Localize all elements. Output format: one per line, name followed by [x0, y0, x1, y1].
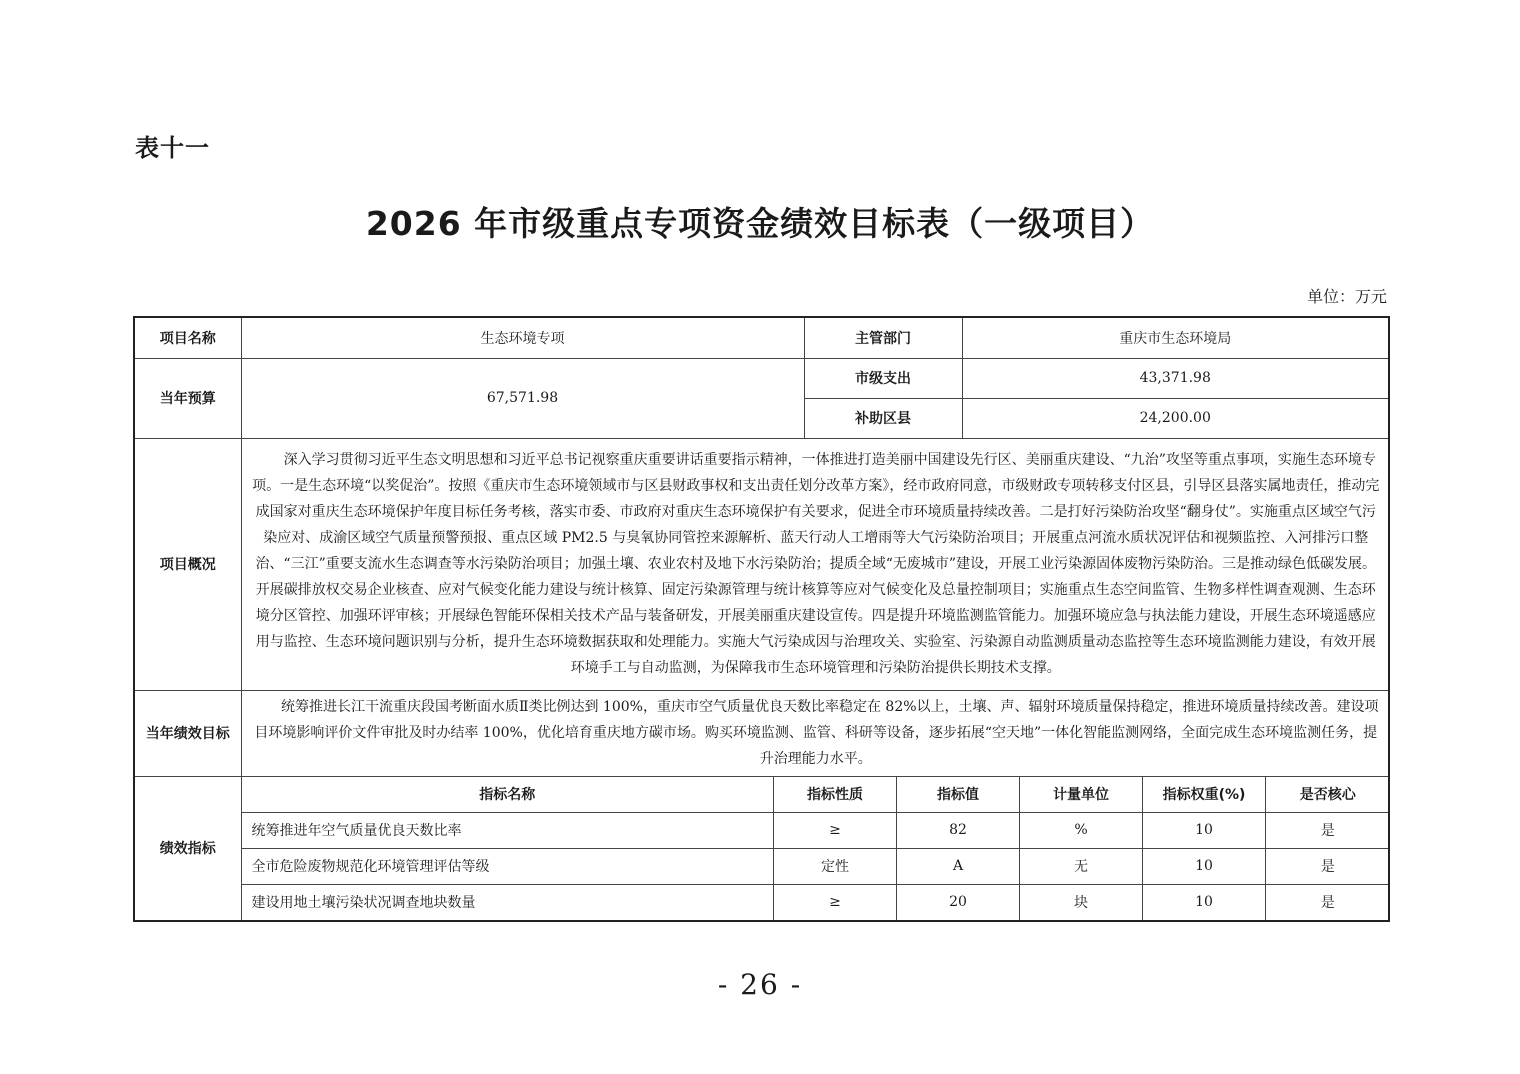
- department-value: 重庆市生态环境局: [962, 317, 1389, 358]
- indicator-name: 全市危险废物规范化环境管理评估等级: [242, 848, 774, 884]
- header-indicator-name: 指标名称: [242, 777, 774, 813]
- indicator-is-core: 是: [1266, 884, 1390, 920]
- budget-label: 当年预算: [134, 358, 241, 438]
- indicator-name: 统筹推进年空气质量优良天数比率: [242, 812, 774, 848]
- indicator-unit: 无: [1020, 848, 1143, 884]
- goal-row: [134, 690, 1389, 776]
- performance-target-table: [133, 316, 1390, 922]
- indicator-weight: 10: [1143, 812, 1266, 848]
- indicators-table: [242, 777, 1390, 920]
- indicator-unit: %: [1020, 812, 1143, 848]
- department-label: 主管部门: [804, 317, 962, 358]
- header-weight: 指标权重(%): [1143, 777, 1266, 813]
- indicator-nature: ≥: [774, 884, 897, 920]
- overview-label: 项目概况: [134, 438, 241, 690]
- county-subsidy-label: 补助区县: [804, 398, 962, 438]
- project-name-row: [134, 317, 1389, 358]
- indicator-weight: 10: [1143, 848, 1266, 884]
- overview-text: 深入学习贯彻习近平生态文明思想和习近平总书记视察重庆重要讲话重要指示精神，一体推进打造美丽中国建设先行区、美丽重庆建设、“九治”攻坚等重点事项，实施生态环境专项。一是生态环境“以奖促治”。按照《重庆市生态环境领域市与区县财政事权和支出责任划分改革方案》，经市政府同意，市级财政专项转移支付区县，引导区县落实属地责任，推动完成国家对重庆生态环境保护年度目标任务考核，落实市委、市政府对重庆生态环境保护有关要求，促进全市环境质量持续改善。二是打好污染防治攻坚“翻身仗”。实施重点区域空气污染应对、成渝区域空气质量预警预报、重点区域 PM2.5 与臭氧协同管控来源解析、蓝天行动人工增雨等大气污染防治项目；开展重点河流水质状况评估和视频监控、入河排污口整治、“三江”重要支流水生态调查等水污染防治项目；加强土壤、农业农村及地下水污染防治；提质全域“无废城市”建设，开展工业污染源固体废物污染防治。三是推动绿色低碳发展。开展碳排放权交易企业核查、应对气候变化能力建设与统计核算、固定污染源管理与统计核算等应对气候变化及总量控制项目；实施重点生态空间监管、生物多样性调查观测、生态环境分区管控、加强环评审核；开展绿色智能环保相关技术产品与装备研发，开展美丽重庆建设宣传。四是提升环境监测监管能力。加强环境应急与执法能力建设，开展生态环境遥感应用与监控、生态环境问题识别与分析，提升生态环境数据获取和处理能力。实施大气污染成因与治理攻关、实验室、污染源自动监测质量动态监控等生态环境监测能力建设，有效开展环境手工与自动监测，为保障我市生态环境管理和污染防治提供长期技术支撑。: [241, 438, 1389, 690]
- budget-row: [134, 358, 1389, 398]
- table-number-label: 表十一: [135, 134, 210, 162]
- indicators-header-row: [242, 777, 1390, 813]
- goal-text: 统筹推进长江干流重庆段国考断面水质Ⅱ类比例达到 100%，重庆市空气质量优良天数比率稳定在 82%以上，土壤、声、辐射环境质量保持稳定，推进环境质量持续改善。建设项目环境影响评价文件审批及时办结率 100%，优化培育重庆地方碳市场。购买环境监测、监管、科研等设备，逐步拓展“空天地”一体化智能监测网络，全面完成生态环境监测任务，提升治理能力水平。: [241, 690, 1389, 776]
- goal-label: 当年绩效目标: [134, 690, 241, 776]
- indicator-weight: 10: [1143, 884, 1266, 920]
- indicators-row: [134, 776, 1389, 921]
- budget-value: 67,571.98: [241, 358, 804, 438]
- indicators-label: 绩效指标: [134, 776, 241, 921]
- indicator-is-core: 是: [1266, 848, 1390, 884]
- table-row: [242, 812, 1390, 848]
- table-row: [242, 884, 1390, 920]
- header-indicator-value: 指标值: [897, 777, 1020, 813]
- project-name-label: 项目名称: [134, 317, 241, 358]
- project-name-value: 生态环境专项: [241, 317, 804, 358]
- overview-row: [134, 438, 1389, 690]
- indicator-unit: 块: [1020, 884, 1143, 920]
- unit-label: 单位：万元: [1306, 287, 1387, 306]
- table-row: [242, 848, 1390, 884]
- page-number: - 26 -: [717, 968, 803, 1001]
- indicator-nature: ≥: [774, 812, 897, 848]
- header-indicator-nature: 指标性质: [774, 777, 897, 813]
- indicator-value: A: [897, 848, 1020, 884]
- city-expense-label: 市级支出: [804, 358, 962, 398]
- indicator-value: 82: [897, 812, 1020, 848]
- indicator-name: 建设用地土壤污染状况调查地块数量: [242, 884, 774, 920]
- header-is-core: 是否核心: [1266, 777, 1390, 813]
- city-expense-value: 43,371.98: [962, 358, 1389, 398]
- document-title: 2026 年市级重点专项资金绩效目标表（一级项目）: [365, 204, 1155, 243]
- header-unit: 计量单位: [1020, 777, 1143, 813]
- indicator-is-core: 是: [1266, 812, 1390, 848]
- county-subsidy-value: 24,200.00: [962, 398, 1389, 438]
- indicator-value: 20: [897, 884, 1020, 920]
- indicator-nature: 定性: [774, 848, 897, 884]
